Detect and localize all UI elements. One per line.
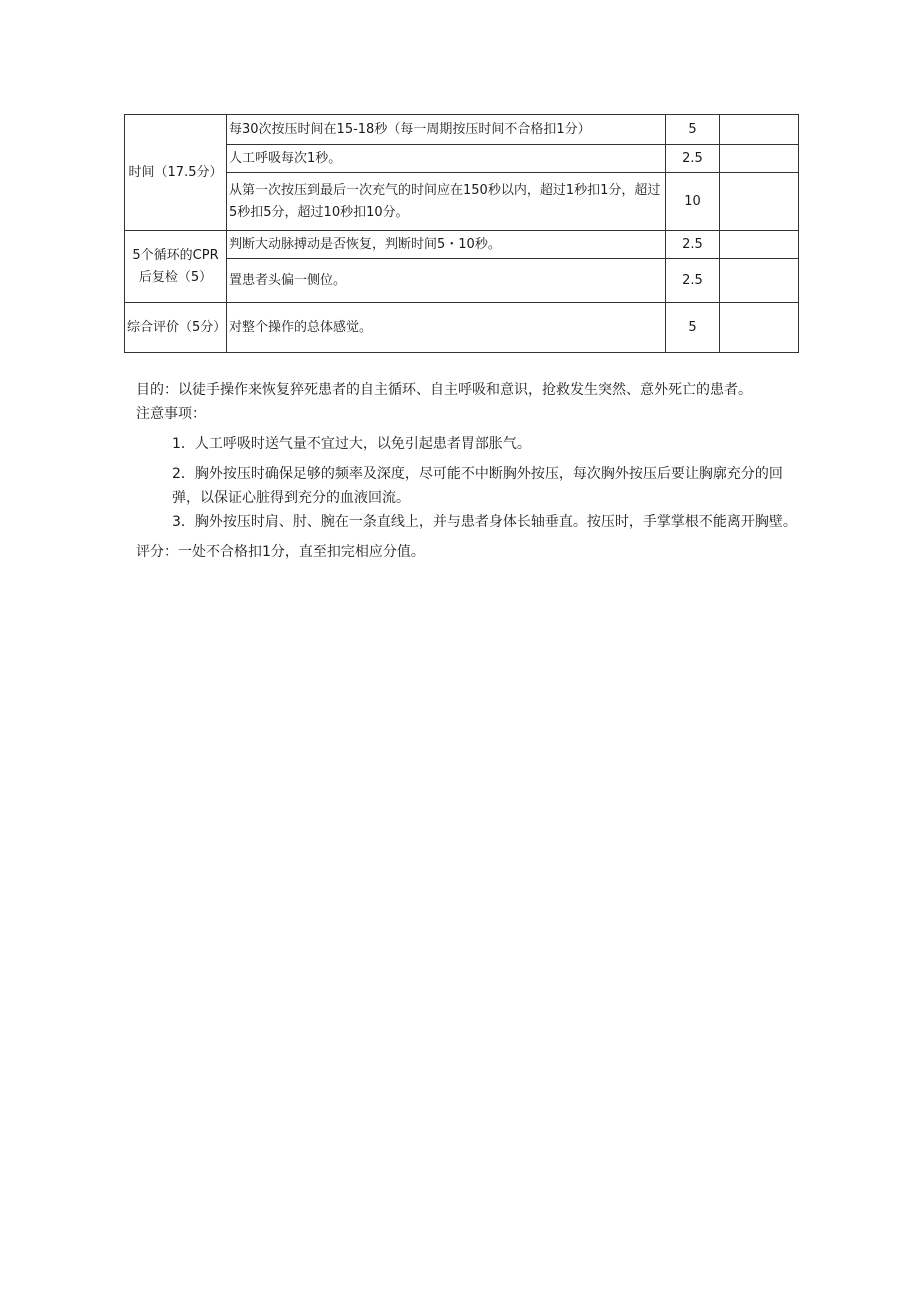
table-row — [125, 259, 799, 303]
score-cell — [720, 173, 799, 231]
score-cell — [720, 303, 799, 353]
table-row — [125, 173, 799, 231]
score-cell — [720, 259, 799, 303]
scoring-table — [124, 114, 799, 353]
category-cell: 5个循环的CPR后复检（5） — [125, 231, 227, 303]
item-cell: 判断大动脉搏动是否恢复，判断时间5・10秒。 — [227, 231, 666, 259]
points-cell: 2.5 — [666, 231, 720, 259]
points-cell: 10 — [666, 173, 720, 231]
item-cell: 对整个操作的总体感觉。 — [227, 303, 666, 353]
note-item: 1．人工呼吸时送气量不宜过大，以免引起患者胃部胀气。 — [172, 436, 531, 452]
points-cell: 2.5 — [666, 259, 720, 303]
points-cell: 5 — [666, 115, 720, 145]
category-cell: 综合评价（5分） — [125, 303, 227, 353]
scoring-text: 评分：一处不合格扣1分，直至扣完相应分值。 — [136, 544, 425, 560]
item-cell: 从第一次按压到最后一次充气的时间应在150秒以内，超过1秒扣1分，超过5秒扣5分，超过10秒扣10分。 — [227, 173, 666, 231]
purpose-text: 目的：以徒手操作来恢复猝死患者的自主循环、自主呼吸和意识，抢救发生突然、意外死亡的患者。 — [136, 382, 752, 398]
attention-title: 注意事项： — [136, 406, 206, 422]
notes-section — [136, 378, 804, 564]
table-row — [125, 231, 799, 259]
score-cell — [720, 145, 799, 173]
score-cell — [720, 231, 799, 259]
note-item: 3．胸外按压时肩、肘、腕在一条直线上，并与患者身体长轴垂直。按压时，手掌掌根不能离开胸壁。 — [172, 514, 797, 530]
points-cell: 5 — [666, 303, 720, 353]
note-item: 2．胸外按压时确保足够的频率及深度，尽可能不中断胸外按压，每次胸外按压后要让胸廓充分的回弹，以保证心脏得到充分的血液回流。 — [172, 466, 783, 506]
table-row — [125, 145, 799, 173]
score-cell — [720, 115, 799, 145]
item-cell: 人工呼吸每次1秒。 — [227, 145, 666, 173]
table-row — [125, 115, 799, 145]
category-cell: 时间（17.5分） — [125, 115, 227, 231]
item-cell: 置患者头偏一侧位。 — [227, 259, 666, 303]
points-cell: 2.5 — [666, 145, 720, 173]
item-cell: 每30次按压时间在15-18秒（每一周期按压时间不合格扣1分） — [227, 115, 666, 145]
table-row — [125, 303, 799, 353]
